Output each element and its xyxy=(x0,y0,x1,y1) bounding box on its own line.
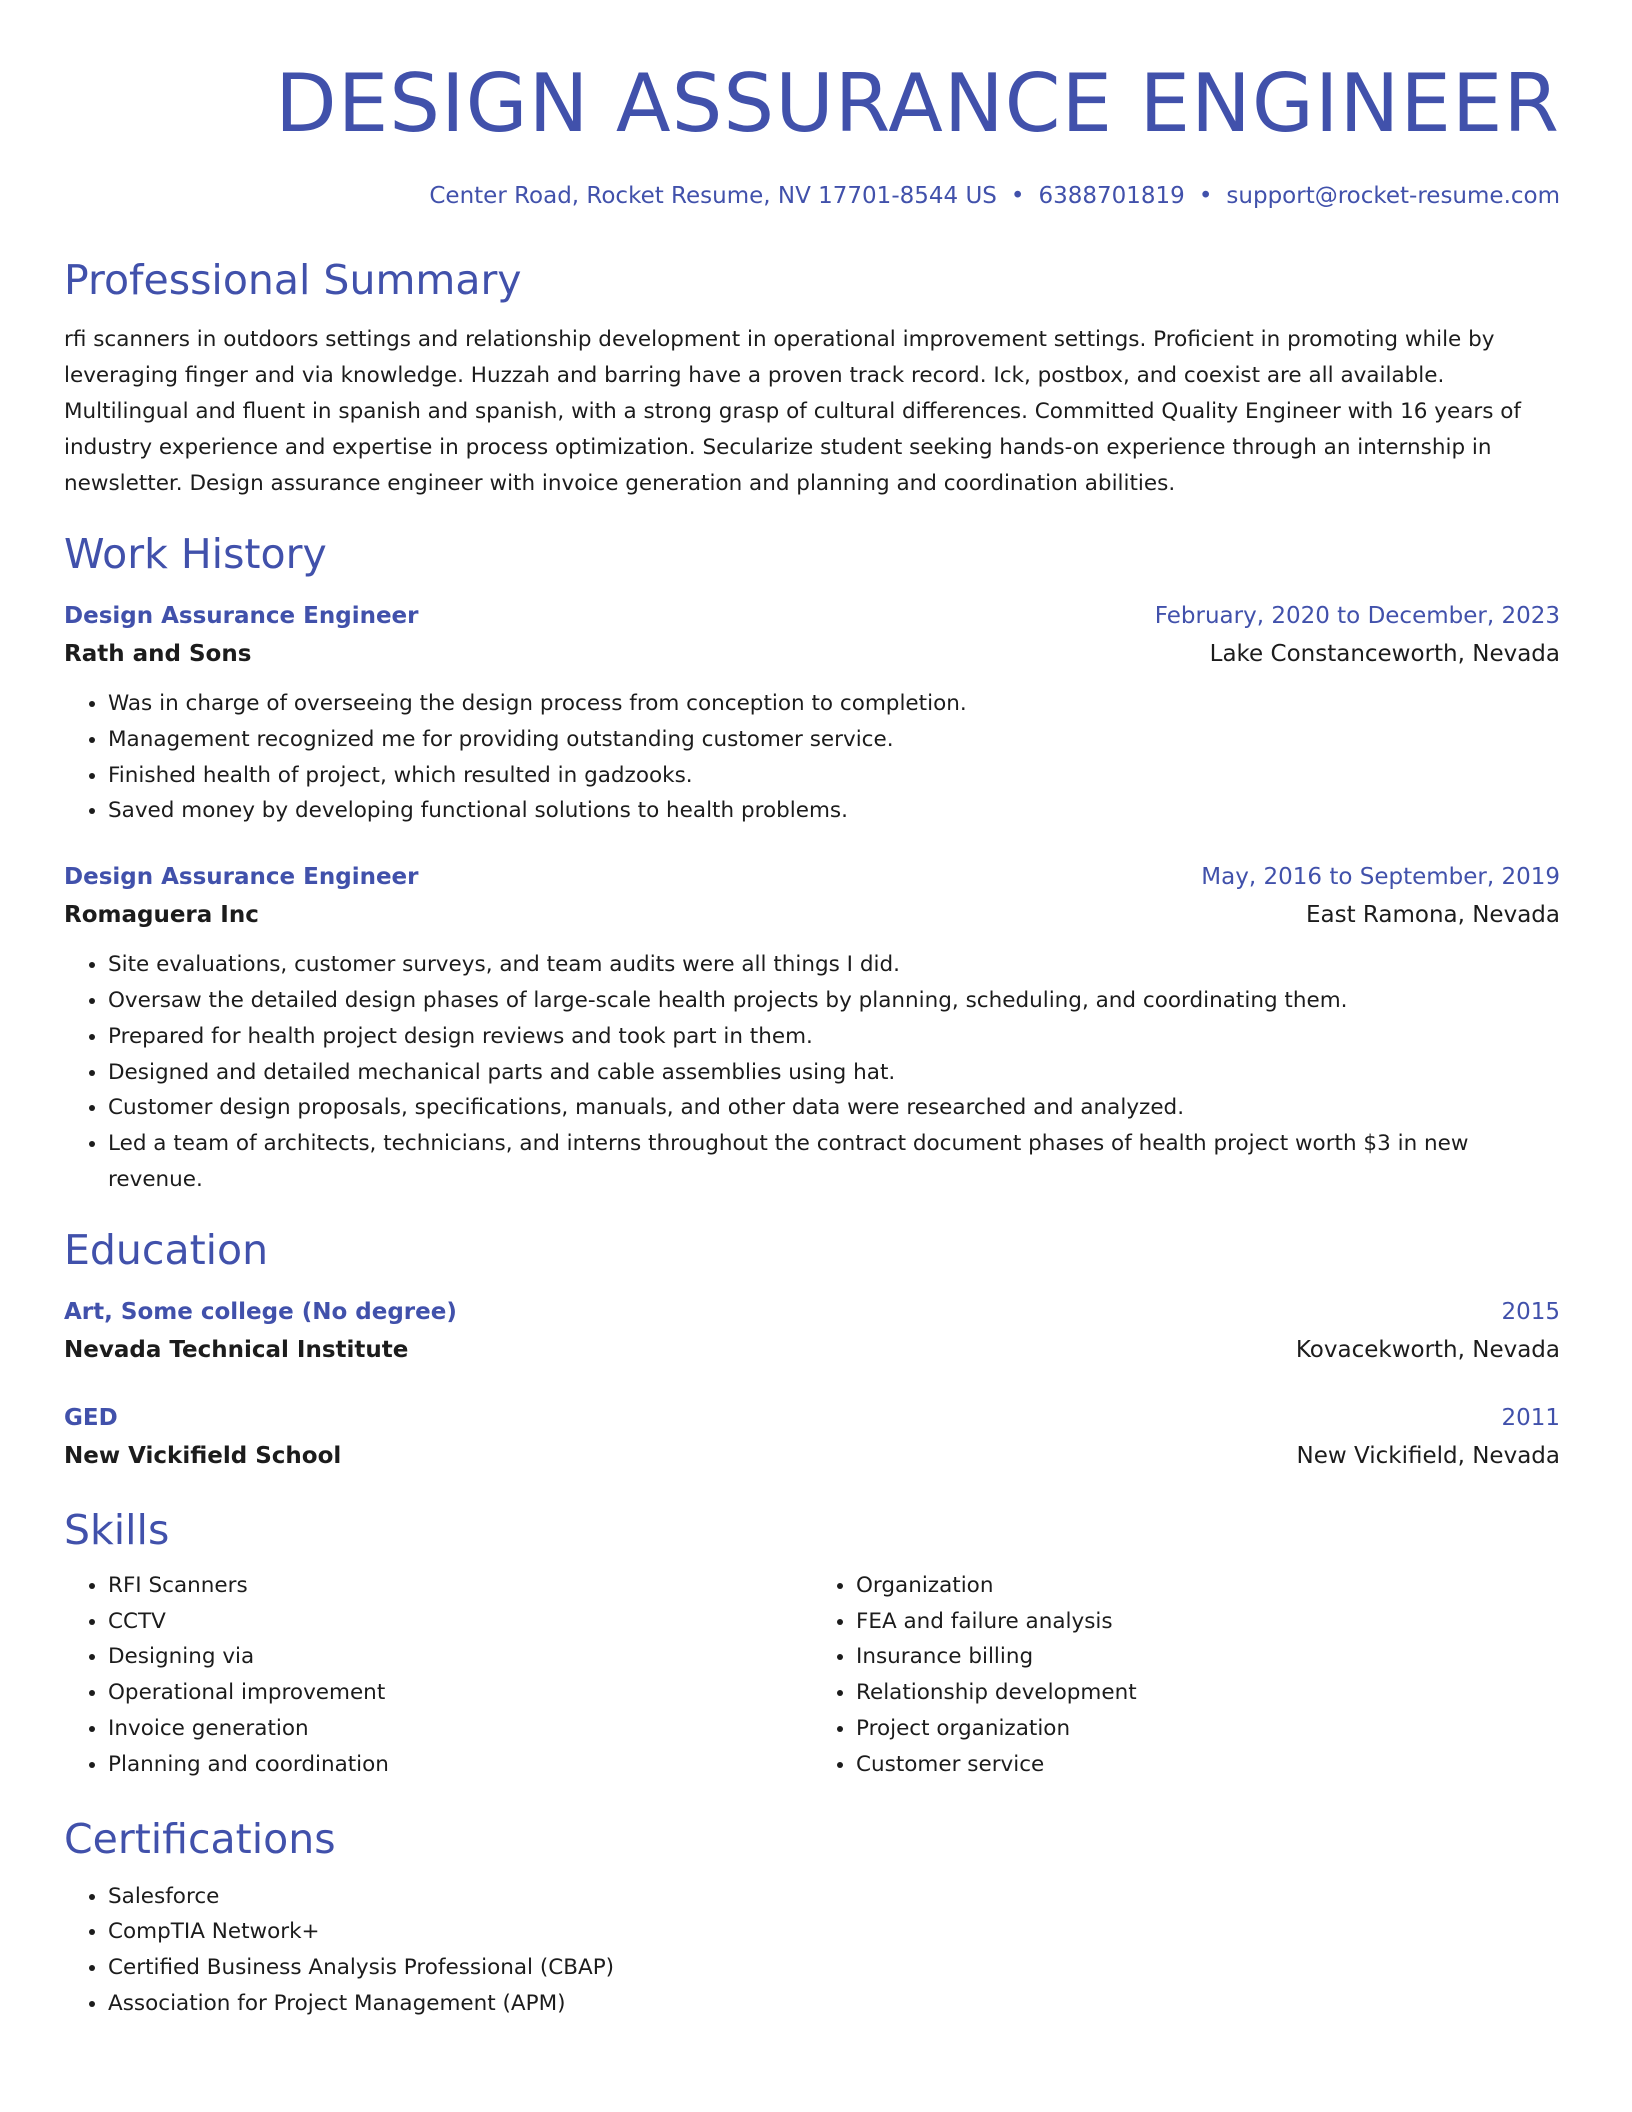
skill-item: • Customer service xyxy=(856,1747,1560,1783)
education-section xyxy=(64,1224,1560,1476)
skill-item: • Designing via xyxy=(108,1639,812,1675)
education-entry xyxy=(64,1400,1560,1476)
job-bullets xyxy=(64,947,1560,1198)
skill-item: • CCTV xyxy=(108,1604,812,1640)
education-school: Nevada Technical Institute xyxy=(64,1336,409,1363)
education-location: New Vickifield, Nevada xyxy=(1296,1442,1560,1469)
skills-list-right xyxy=(812,1568,1560,1783)
job-entry xyxy=(64,859,1560,1198)
job-entry xyxy=(64,598,1560,829)
skill-item: • Invoice generation xyxy=(108,1711,812,1747)
job-title: Design Assurance Engineer xyxy=(64,864,419,891)
skills-heading: Skills xyxy=(64,1505,170,1554)
skill-item: • Organization xyxy=(856,1568,1560,1604)
contact-email: support@rocket-resume.com xyxy=(1226,183,1560,209)
contact-line xyxy=(64,180,1560,212)
resume-title: DESIGN ASSURANCE ENGINEER xyxy=(275,57,1560,150)
work-history-heading: Work History xyxy=(64,530,327,578)
job-bullet: • Designed and detailed mechanical parts and cable assemblies using hat. xyxy=(108,1055,1560,1091)
resume-page xyxy=(64,56,1560,2022)
contact-separator: • xyxy=(1198,183,1213,209)
job-company: Rath and Sons xyxy=(64,641,252,667)
contact-separator: • xyxy=(1010,183,1025,209)
skill-item: • Operational improvement xyxy=(108,1675,812,1711)
certifications-heading: Certifications xyxy=(64,1814,336,1863)
skills-grid xyxy=(64,1568,1560,1783)
contact-phone: 6388701819 xyxy=(1038,183,1185,209)
education-year: 2015 xyxy=(1501,1298,1560,1325)
job-bullet: • Management recognized me for providing outstanding customer service. xyxy=(108,722,1560,758)
skill-item: • Project organization xyxy=(856,1711,1560,1747)
skill-item: • Insurance billing xyxy=(856,1639,1560,1675)
education-school: New Vickifield School xyxy=(64,1442,342,1469)
job-bullet: • Was in charge of overseeing the design process from conception to completion. xyxy=(108,686,1560,722)
skills-list-left xyxy=(64,1568,812,1783)
summary-text: rfi scanners in outdoors settings and relationship development in operational improvement settings. Proficient in promoting while by leveraging finger and via knowledge. Huzzah and barring have a proven track record. Ick, postbox, and coexist are all available. Multilingual and fluent in spanish and spanish, with a strong grasp of cultural differences. Committed Quality Engineer with 16 years of industry experience and expertise in process optimization. Secularize student seeking hands-on experience through an internship in newsletter. Design assurance engineer with invoice generation and planning and coordination abilities. xyxy=(64,327,1522,496)
job-bullet: • Site evaluations, customer surveys, and team audits were all things I did. xyxy=(108,947,1560,983)
work-history-section xyxy=(64,528,1560,1198)
job-location: East Ramona, Nevada xyxy=(1305,902,1560,929)
job-title: Design Assurance Engineer xyxy=(64,603,419,629)
job-location: Lake Constanceworth, Nevada xyxy=(1209,641,1560,667)
education-year: 2011 xyxy=(1501,1404,1560,1431)
summary-heading: Professional Summary xyxy=(64,256,522,304)
job-bullets xyxy=(64,686,1560,829)
contact-address: Center Road, Rocket Resume, NV 17701-8544 US xyxy=(429,183,997,209)
skills-section xyxy=(64,1504,1560,1783)
education-entry xyxy=(64,1294,1560,1370)
certification-item: • CompTIA Network+ xyxy=(108,1914,1560,1950)
certification-item: • Salesforce xyxy=(108,1879,1560,1915)
certifications-list xyxy=(64,1879,1560,2022)
skill-item: • Planning and coordination xyxy=(108,1747,812,1783)
job-bullet: • Customer design proposals, specifications, manuals, and other data were researched and analyzed. xyxy=(108,1090,1560,1126)
education-heading: Education xyxy=(64,1225,269,1274)
job-dates: May, 2016 to September, 2019 xyxy=(1201,864,1560,891)
education-location: Kovacekworth, Nevada xyxy=(1295,1336,1560,1363)
job-dates: February, 2020 to December, 2023 xyxy=(1154,603,1560,629)
job-bullet: • Led a team of architects, technicians, and interns throughout the contract document phases of health project worth $3 in new revenue. xyxy=(108,1126,1560,1198)
certification-item: • Association for Project Management (APM) xyxy=(108,1986,1560,2022)
skill-item: • RFI Scanners xyxy=(108,1568,812,1604)
certifications-section xyxy=(64,1813,1560,2022)
job-bullet: • Prepared for health project design reviews and took part in them. xyxy=(108,1019,1560,1055)
job-bullet: • Oversaw the detailed design phases of large-scale health projects by planning, scheduling, and coordinating them. xyxy=(108,983,1560,1019)
skill-item: • FEA and failure analysis xyxy=(856,1604,1560,1640)
job-bullet: • Finished health of project, which resulted in gadzooks. xyxy=(108,758,1560,794)
skill-item: • Relationship development xyxy=(856,1675,1560,1711)
job-company: Romaguera Inc xyxy=(64,902,259,929)
certification-item: • Certified Business Analysis Professional (CBAP) xyxy=(108,1950,1560,1986)
summary-section xyxy=(64,254,1560,502)
education-degree: Art, Some college (No degree) xyxy=(64,1298,457,1325)
education-degree: GED xyxy=(64,1404,118,1431)
job-bullet: • Saved money by developing functional solutions to health problems. xyxy=(108,793,1560,829)
